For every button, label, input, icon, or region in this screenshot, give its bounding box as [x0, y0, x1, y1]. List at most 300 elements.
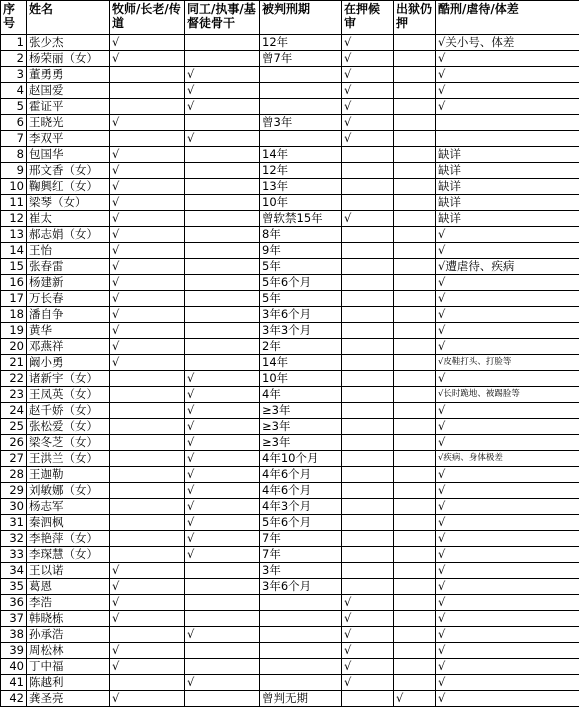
table-row [1, 451, 579, 467]
cell-detention [342, 563, 394, 579]
cell-detention [342, 179, 394, 195]
cell-index: 27 [1, 451, 27, 467]
header-index: 序号 [1, 1, 27, 35]
cell-name: 黄华 [27, 323, 110, 339]
cell-torture: √ [436, 659, 579, 675]
cell-coworker [185, 243, 260, 259]
cell-index: 42 [1, 691, 27, 707]
cell-index: 22 [1, 371, 27, 387]
cell-name: 王晓光 [27, 115, 110, 131]
header-sentence: 被判刑期 [260, 1, 342, 35]
table-row [1, 435, 579, 451]
cell-sentence: 3年 [260, 563, 342, 579]
cell-coworker: √ [185, 435, 260, 451]
cell-torture: √ [436, 547, 579, 563]
cell-detention: √ [342, 643, 394, 659]
cell-released [394, 435, 436, 451]
cell-sentence: 12年 [260, 163, 342, 179]
cell-index: 30 [1, 499, 27, 515]
header-pastor: 牧师/长老/传道 [110, 1, 185, 35]
cell-pastor: √ [110, 355, 185, 371]
cell-sentence: 10年 [260, 195, 342, 211]
cell-name: 张松爱（女） [27, 419, 110, 435]
cell-sentence: ≥3年 [260, 435, 342, 451]
cell-index: 9 [1, 163, 27, 179]
cell-coworker: √ [185, 67, 260, 83]
table-row [1, 211, 579, 227]
cell-name: 赵国爱 [27, 83, 110, 99]
cell-released [394, 595, 436, 611]
cell-released [394, 643, 436, 659]
cell-torture: √ [436, 563, 579, 579]
cell-detention [342, 259, 394, 275]
cell-name: 梁琴（女） [27, 195, 110, 211]
table-row [1, 99, 579, 115]
table-row [1, 323, 579, 339]
cell-torture: √ [436, 627, 579, 643]
cell-name: 葛恩 [27, 579, 110, 595]
cell-name: 万长春 [27, 291, 110, 307]
cell-released [394, 627, 436, 643]
cell-released [394, 403, 436, 419]
cell-detention: √ [342, 83, 394, 99]
cell-index: 10 [1, 179, 27, 195]
cell-released [394, 211, 436, 227]
cell-released [394, 451, 436, 467]
cell-name: 龚圣亮 [27, 691, 110, 707]
table-row [1, 387, 579, 403]
cell-coworker [185, 275, 260, 291]
cell-name: 霍证平 [27, 99, 110, 115]
cell-detention [342, 451, 394, 467]
cell-torture: 缺详 [436, 163, 579, 179]
cell-pastor: √ [110, 35, 185, 51]
cell-pastor: √ [110, 115, 185, 131]
table-row [1, 355, 579, 371]
header-released: 出狱仍押 [394, 1, 436, 35]
table-row [1, 563, 579, 579]
cell-pastor [110, 371, 185, 387]
cell-name: 阚小勇 [27, 355, 110, 371]
cell-index: 26 [1, 435, 27, 451]
cell-pastor [110, 499, 185, 515]
cell-released [394, 371, 436, 387]
cell-pastor: √ [110, 179, 185, 195]
cell-coworker [185, 211, 260, 227]
table-row [1, 531, 579, 547]
cell-index: 37 [1, 611, 27, 627]
cell-released [394, 163, 436, 179]
cell-pastor: √ [110, 307, 185, 323]
cell-pastor [110, 451, 185, 467]
cell-torture: √ [436, 515, 579, 531]
cell-index: 2 [1, 51, 27, 67]
cell-pastor: √ [110, 659, 185, 675]
cell-pastor [110, 99, 185, 115]
cell-torture: √ [436, 51, 579, 67]
cell-released [394, 275, 436, 291]
cell-detention [342, 243, 394, 259]
cell-coworker: √ [185, 419, 260, 435]
cell-sentence [260, 67, 342, 83]
cell-detention: √ [342, 35, 394, 51]
cell-name: 周松林 [27, 643, 110, 659]
cell-released [394, 323, 436, 339]
cell-torture: √疾病、身体极差 [436, 451, 579, 467]
cell-detention [342, 163, 394, 179]
cell-sentence: 曾软禁15年 [260, 211, 342, 227]
header-coworker: 同工/执事/基督徒骨干 [185, 1, 260, 35]
cell-torture: √ [436, 643, 579, 659]
cell-name: 王凤英（女） [27, 387, 110, 403]
cell-detention [342, 307, 394, 323]
cell-detention [342, 147, 394, 163]
cell-sentence [260, 627, 342, 643]
cell-released [394, 467, 436, 483]
cell-released [394, 531, 436, 547]
cell-detention [342, 195, 394, 211]
cell-coworker [185, 691, 260, 707]
cell-released [394, 195, 436, 211]
cell-pastor [110, 467, 185, 483]
cell-sentence: 9年 [260, 243, 342, 259]
cell-pastor [110, 675, 185, 691]
cell-pastor: √ [110, 195, 185, 211]
cell-released [394, 147, 436, 163]
cell-pastor: √ [110, 579, 185, 595]
table-row [1, 131, 579, 147]
cell-sentence: 2年 [260, 339, 342, 355]
cell-detention [342, 531, 394, 547]
cell-released [394, 483, 436, 499]
cell-detention [342, 483, 394, 499]
cell-name: 杨志军 [27, 499, 110, 515]
cell-torture: √ [436, 435, 579, 451]
cell-torture: √ [436, 467, 579, 483]
cell-released: √ [394, 691, 436, 707]
table-row [1, 675, 579, 691]
cell-sentence [260, 99, 342, 115]
cell-pastor [110, 627, 185, 643]
cell-name: 崔太 [27, 211, 110, 227]
cell-index: 20 [1, 339, 27, 355]
cell-pastor: √ [110, 691, 185, 707]
cell-coworker: √ [185, 387, 260, 403]
cell-torture: √ [436, 531, 579, 547]
cell-pastor [110, 531, 185, 547]
cell-pastor [110, 419, 185, 435]
cell-pastor [110, 483, 185, 499]
cell-released [394, 115, 436, 131]
cell-index: 6 [1, 115, 27, 131]
table-row [1, 115, 579, 131]
cell-detention [342, 691, 394, 707]
table-row [1, 147, 579, 163]
header-torture: 酷刑/虐待/体差 [436, 1, 579, 35]
cell-index: 17 [1, 291, 27, 307]
cell-sentence: 曾7年 [260, 51, 342, 67]
cell-index: 8 [1, 147, 27, 163]
cell-coworker: √ [185, 483, 260, 499]
table-row [1, 467, 579, 483]
cell-released [394, 675, 436, 691]
cell-coworker: √ [185, 131, 260, 147]
cell-sentence: ≥3年 [260, 419, 342, 435]
table-row [1, 51, 579, 67]
cell-name: 张春雷 [27, 259, 110, 275]
table-row [1, 307, 579, 323]
cell-sentence: 曾判无期 [260, 691, 342, 707]
cell-pastor [110, 547, 185, 563]
cell-released [394, 51, 436, 67]
cell-torture: √关小号、体差 [436, 35, 579, 51]
table-row [1, 227, 579, 243]
cell-name: 陈越利 [27, 675, 110, 691]
cell-coworker: √ [185, 499, 260, 515]
cell-detention [342, 355, 394, 371]
cell-released [394, 35, 436, 51]
cell-name: 李双平 [27, 131, 110, 147]
cell-torture: √ [436, 403, 579, 419]
cell-detention: √ [342, 659, 394, 675]
cell-coworker [185, 163, 260, 179]
cell-torture: 缺详 [436, 179, 579, 195]
cell-sentence: 13年 [260, 179, 342, 195]
cell-detention: √ [342, 595, 394, 611]
cell-released [394, 99, 436, 115]
cell-torture: √ [436, 339, 579, 355]
cell-detention [342, 371, 394, 387]
table-row [1, 339, 579, 355]
cell-pastor [110, 67, 185, 83]
cell-pastor: √ [110, 243, 185, 259]
cell-index: 12 [1, 211, 27, 227]
cell-released [394, 83, 436, 99]
cell-torture: √ [436, 243, 579, 259]
cell-coworker [185, 355, 260, 371]
cell-detention: √ [342, 611, 394, 627]
cell-torture: √ [436, 307, 579, 323]
cell-index: 5 [1, 99, 27, 115]
cell-pastor: √ [110, 259, 185, 275]
cell-index: 16 [1, 275, 27, 291]
table-row [1, 291, 579, 307]
cell-pastor [110, 403, 185, 419]
cell-detention [342, 467, 394, 483]
cell-index: 23 [1, 387, 27, 403]
cell-torture: √ [436, 275, 579, 291]
cell-pastor: √ [110, 339, 185, 355]
cell-released [394, 547, 436, 563]
table-row [1, 499, 579, 515]
cell-detention: √ [342, 51, 394, 67]
cell-name: 赵千娇（女） [27, 403, 110, 419]
cell-released [394, 307, 436, 323]
cell-torture: √ [436, 579, 579, 595]
cell-name: 董勇勇 [27, 67, 110, 83]
cell-torture: √长时跪地、被踢脸等 [436, 387, 579, 403]
cell-detention: √ [342, 675, 394, 691]
cell-pastor [110, 435, 185, 451]
cell-released [394, 387, 436, 403]
cell-torture: √ [436, 67, 579, 83]
cell-coworker [185, 227, 260, 243]
cell-coworker [185, 51, 260, 67]
cell-detention [342, 339, 394, 355]
cell-index: 29 [1, 483, 27, 499]
cell-sentence: 5年 [260, 259, 342, 275]
cell-coworker: √ [185, 547, 260, 563]
cell-index: 14 [1, 243, 27, 259]
cell-name: 郝志娟（女） [27, 227, 110, 243]
cell-torture: √ [436, 499, 579, 515]
cell-detention [342, 227, 394, 243]
cell-coworker [185, 595, 260, 611]
cell-index: 33 [1, 547, 27, 563]
cell-coworker [185, 611, 260, 627]
cell-released [394, 339, 436, 355]
cell-detention [342, 499, 394, 515]
table-row [1, 67, 579, 83]
cell-name: 李琛慧（女） [27, 547, 110, 563]
cell-detention [342, 275, 394, 291]
cell-torture: 缺详 [436, 147, 579, 163]
table-row [1, 691, 579, 707]
cell-name: 邓燕祥 [27, 339, 110, 355]
cell-index: 24 [1, 403, 27, 419]
cell-detention [342, 403, 394, 419]
cell-index: 19 [1, 323, 27, 339]
cell-sentence: 3年6个月 [260, 579, 342, 595]
table-row [1, 515, 579, 531]
cell-sentence: 5年6个月 [260, 275, 342, 291]
cell-torture: √ [436, 675, 579, 691]
table-row [1, 419, 579, 435]
table-row [1, 595, 579, 611]
cell-index: 36 [1, 595, 27, 611]
cell-torture: √遭虐待、疾病 [436, 259, 579, 275]
cell-coworker: √ [185, 675, 260, 691]
cell-index: 34 [1, 563, 27, 579]
table-row [1, 643, 579, 659]
header-name: 姓名 [27, 1, 110, 35]
cell-index: 25 [1, 419, 27, 435]
cell-coworker [185, 115, 260, 131]
cell-detention: √ [342, 115, 394, 131]
cell-coworker: √ [185, 531, 260, 547]
cell-pastor: √ [110, 291, 185, 307]
cell-sentence [260, 595, 342, 611]
cell-pastor: √ [110, 147, 185, 163]
table-row [1, 547, 579, 563]
cell-released [394, 659, 436, 675]
cell-pastor: √ [110, 211, 185, 227]
cell-released [394, 131, 436, 147]
cell-sentence: 4年3个月 [260, 499, 342, 515]
cell-pastor: √ [110, 275, 185, 291]
cell-pastor: √ [110, 163, 185, 179]
cell-coworker [185, 195, 260, 211]
cell-torture: 缺详 [436, 195, 579, 211]
cell-detention [342, 579, 394, 595]
cell-index: 7 [1, 131, 27, 147]
cell-name: 刘敏娜（女） [27, 483, 110, 499]
cell-detention [342, 435, 394, 451]
cell-name: 王迦勒 [27, 467, 110, 483]
cell-index: 13 [1, 227, 27, 243]
cell-coworker [185, 659, 260, 675]
cell-sentence: 4年6个月 [260, 467, 342, 483]
cell-pastor [110, 387, 185, 403]
cell-index: 38 [1, 627, 27, 643]
cell-torture: √ [436, 291, 579, 307]
table-body [1, 35, 579, 707]
cell-sentence [260, 643, 342, 659]
cell-released [394, 611, 436, 627]
cell-index: 32 [1, 531, 27, 547]
cell-coworker [185, 339, 260, 355]
cell-detention: √ [342, 67, 394, 83]
cell-torture: √ [436, 483, 579, 499]
cell-detention [342, 323, 394, 339]
cell-coworker [185, 291, 260, 307]
cell-sentence: 4年10个月 [260, 451, 342, 467]
cell-coworker: √ [185, 371, 260, 387]
header-row [1, 1, 579, 35]
cell-name: 潘自争 [27, 307, 110, 323]
cell-pastor: √ [110, 611, 185, 627]
cell-sentence [260, 659, 342, 675]
cell-torture: √ [436, 371, 579, 387]
cell-name: 王以诺 [27, 563, 110, 579]
table-row [1, 195, 579, 211]
cell-index: 1 [1, 35, 27, 51]
table-row [1, 611, 579, 627]
cell-name: 诸新宇（女） [27, 371, 110, 387]
cell-coworker: √ [185, 627, 260, 643]
cell-coworker [185, 579, 260, 595]
cell-name: 梁冬芝（女） [27, 435, 110, 451]
cell-coworker: √ [185, 467, 260, 483]
cell-coworker [185, 259, 260, 275]
cell-released [394, 179, 436, 195]
cell-pastor: √ [110, 51, 185, 67]
cell-name: 张少杰 [27, 35, 110, 51]
table-row [1, 163, 579, 179]
cell-sentence: 14年 [260, 147, 342, 163]
cell-released [394, 515, 436, 531]
cell-detention: √ [342, 211, 394, 227]
cell-torture: √ [436, 611, 579, 627]
cell-pastor: √ [110, 595, 185, 611]
cell-coworker [185, 179, 260, 195]
cell-released [394, 499, 436, 515]
cell-detention [342, 419, 394, 435]
cell-torture: √ [436, 595, 579, 611]
table-row [1, 83, 579, 99]
cell-torture: √ [436, 227, 579, 243]
cell-coworker [185, 147, 260, 163]
cell-index: 3 [1, 67, 27, 83]
cell-coworker [185, 307, 260, 323]
cell-torture: √皮鞋打头、打脸等 [436, 355, 579, 371]
cell-released [394, 259, 436, 275]
cell-index: 18 [1, 307, 27, 323]
cell-pastor [110, 83, 185, 99]
cell-sentence: 14年 [260, 355, 342, 371]
cell-detention [342, 291, 394, 307]
cell-sentence: 7年 [260, 531, 342, 547]
